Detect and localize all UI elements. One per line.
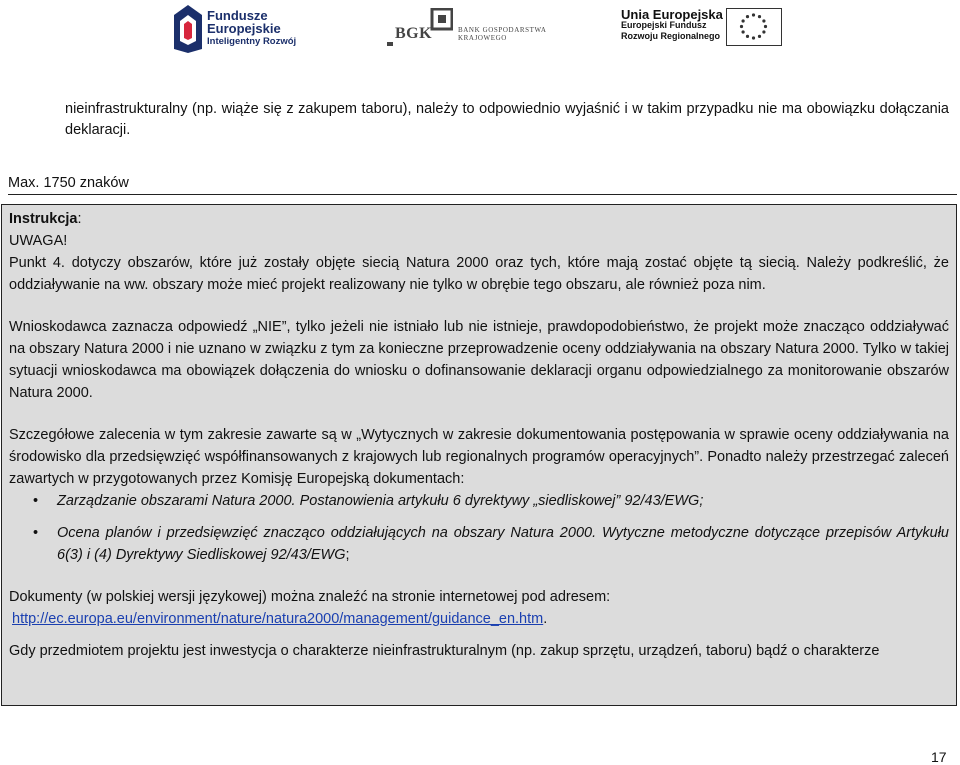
- documents-link-period: .: [543, 611, 548, 627]
- instruction-label: Instrukcja: [9, 211, 78, 227]
- bgk-logo-word: BGK: [395, 25, 433, 42]
- bullet-dot-icon: •: [33, 493, 39, 509]
- natura2000-guidance-link[interactable]: http://ec.europa.eu/environment/nature/natura2000/management/guidance_en.htm: [12, 611, 544, 627]
- natura-answer-paragraph: Wnioskodawca zaznacza odpowiedź „NIE”, tylko jeżeli nie istniało lub nie istnieje, prawdopodobieństwo, że projekt może znacząco oddziaływać na obszary Natura 2000 i nie uznano w związku z tym za konieczne przeprowadzenie oceny oddziaływania na obszary Natura 2000. Tylko w takiej sytuacji wnioskodawca ma obowiązek dołączenia do wniosku o dofinansowanie deklaracji organu odpowiedzialnego za monitorowanie obszarów Natura 2000.: [9, 319, 949, 401]
- max-characters-label: Max. 1750 znaków: [8, 175, 957, 195]
- bgk-logo-line1: BANK GOSPODARSTWA: [458, 26, 547, 34]
- instruction-box: [1, 204, 957, 706]
- bullet-text: Zarządzanie obszarami Natura 2000. Postanowienia artykułu 6 dyrektywy „siedliskowej” 92/43/EWG;: [57, 493, 704, 509]
- ue-logo-text: [621, 9, 723, 42]
- ue-logo-line3: Rozwoju Regionalnego: [621, 31, 720, 41]
- documents-text: Dokumenty (w polskiej wersji językowej) można znaleźć na stronie internetowej pod adresem:: [9, 589, 611, 605]
- page-number: 17: [931, 749, 947, 765]
- fe-logo-text: [207, 9, 296, 48]
- bullet-suffix: ;: [345, 547, 350, 563]
- intro-paragraph: nieinfrastrukturalny (np. wiąże się z zakupem taboru), należy to odpowiednio wyjaśnić i w takim przypadku nie ma obowiązku dołączania deklaracji.: [65, 101, 949, 138]
- bgk-logo-text: [458, 26, 547, 42]
- non-infrastructure-paragraph: Gdy przedmiotem projektu jest inwestycja o charakterze nieinfrastrukturalnym (np. zakup sprzętu, urządzeń, taboru) bądź o charakterze: [9, 643, 880, 659]
- documents-link-row: [9, 608, 949, 630]
- fe-logo-line1: Fundusze: [207, 8, 268, 23]
- bullet-text: Ocena planów i przedsięwzięć znacząco oddziałujących na obszary Natura 2000. Wytyczne metodyczne dotyczące przepisów Artykułu 6(3) i (4) Dyrektywy Siedliskowej 92/43/EWG: [57, 525, 949, 563]
- ue-logo-line2: Europejski Fundusz: [621, 20, 707, 30]
- instruction-heading: [9, 208, 949, 230]
- warning-text: UWAGA!: [9, 233, 68, 249]
- ue-logo-line1: Unia Europejska: [621, 7, 723, 22]
- header-logos: [0, 0, 960, 60]
- fe-logo-line2: Europejskie: [207, 21, 281, 36]
- fundusze-europejskie-logo-icon: [171, 3, 205, 55]
- bullet-dot-icon: •: [33, 525, 39, 541]
- fe-logo-line3: Inteligentny Rozwój: [207, 36, 297, 47]
- eu-stars-icon: [727, 9, 780, 44]
- eu-flag-icon: [726, 8, 782, 46]
- bullet-item: [9, 522, 949, 566]
- bullet-item: [9, 490, 949, 512]
- point4-paragraph: [9, 252, 949, 296]
- point4-text: Punkt 4. dotyczy obszarów, które już zostały objęte siecią Natura 2000 oraz tych, które mają zostać objęte tą siecią. Należy podkreślić, że oddziaływanie na ww. obszary może mieć projekt realizowany nie tylko w obrębie tego obszaru, ale również poza nim.: [9, 255, 949, 293]
- guidelines-paragraph: Szczegółowe zalecenia w tym zakresie zawarte są w „Wytycznych w zakresie dokumentowania postępowania w sprawie oceny oddziaływania na środowisko dla przedsięwzięć współfinansowanych z krajowych lub regionalnych programów operacyjnych”. Ponadto należy przestrzegać zaleceń zawartych w przygotowanych przez Komisję Europejską dokumentach:: [9, 427, 949, 487]
- instruction-label-colon: :: [77, 211, 82, 227]
- bgk-logo-line2: KRAJOWEGO: [458, 34, 507, 42]
